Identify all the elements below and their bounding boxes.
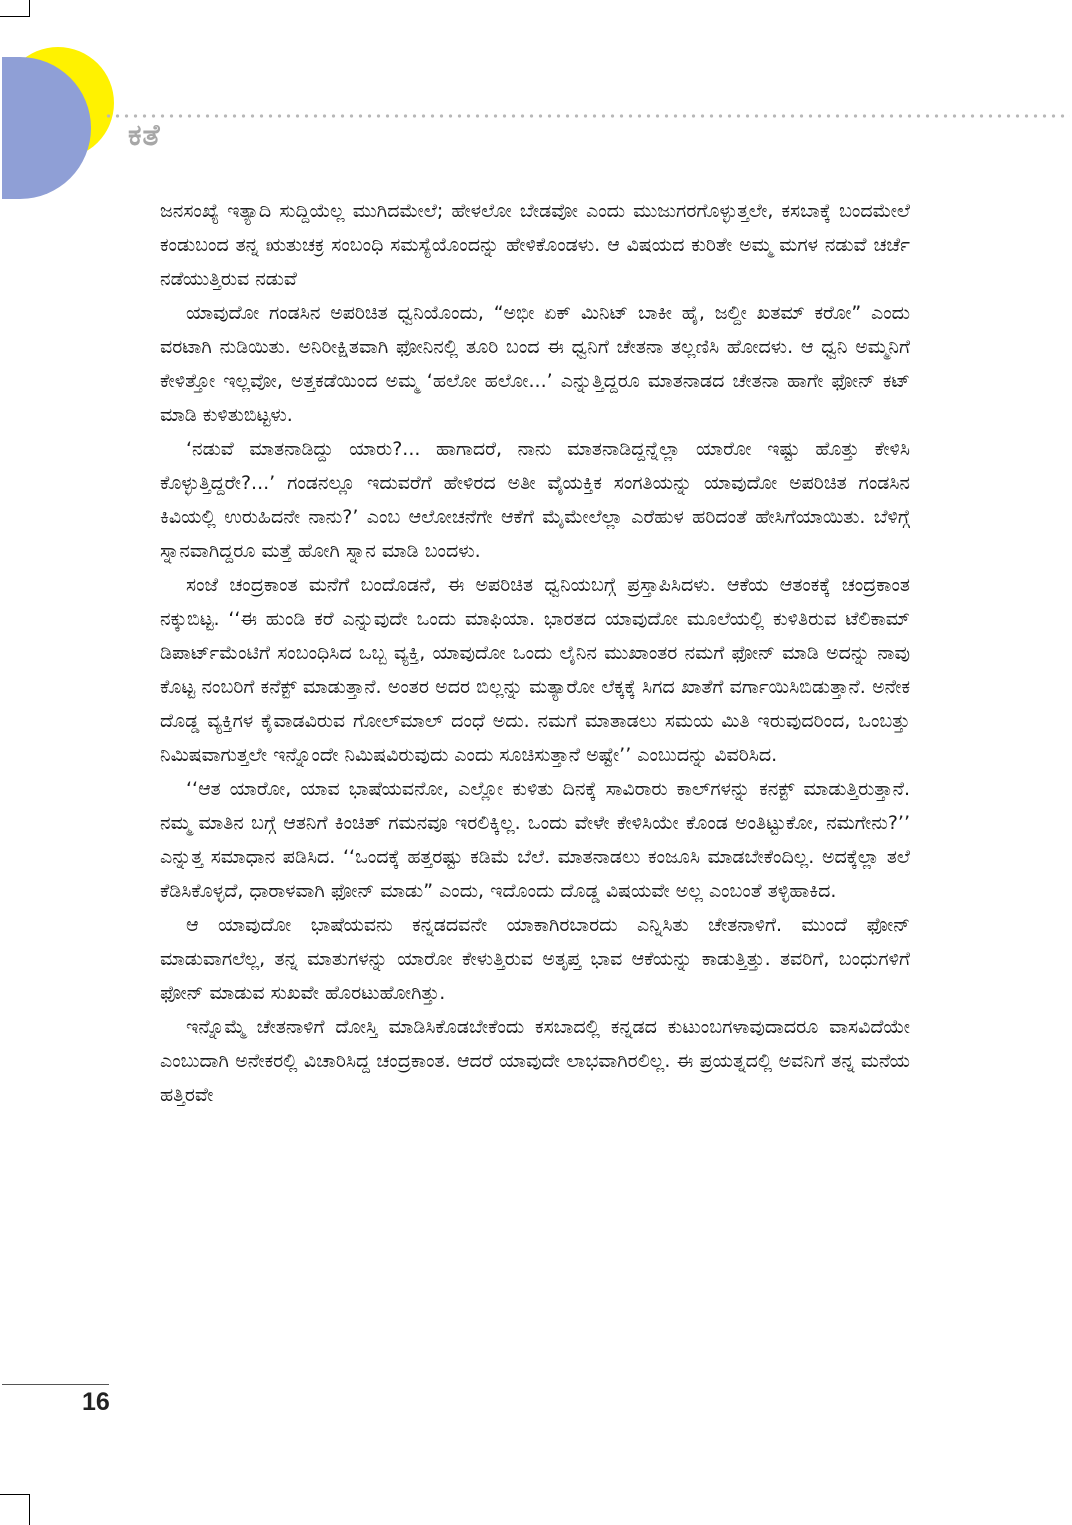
crop-mark-bottom-vertical xyxy=(29,1494,30,1525)
section-title: ಕತೆ xyxy=(128,118,161,153)
dotted-header-rule xyxy=(104,114,1070,118)
paragraph: ಆ ಯಾವುದೋ ಭಾಷೆಯವನು ಕನ್ನಡದವನೇ ಯಾಕಾಗಿರಬಾರದು ಎನ್ನಿಸಿತು ಚೇತನಾಳಿಗೆ. ಮುಂದೆ ಫೋನ್ ಮಾಡುವಾಗಲೆಲ್ಲ, ತನ್ನ ಮಾತುಗಳನ್ನು ಯಾರೋ ಕೇಳುತ್ತಿರುವ ಅತೃಪ್ತ ಭಾವ ಆಕೆಯನ್ನು ಕಾಡುತ್ತಿತ್ತು. ತವರಿಗೆ, ಬಂಧುಗಳಿಗೆ ಫೋನ್ ಮಾಡುವ ಸುಖವೇ ಹೊರಟುಹೋಗಿತ್ತು. xyxy=(160,914,910,1004)
page-number-rule xyxy=(2,1384,109,1385)
story-body xyxy=(160,194,910,1112)
page-number: 16 xyxy=(82,1388,110,1416)
paragraph: ಇನ್ನೊಮ್ಮೆ ಚೇತನಾಳಿಗೆ ದೋಸ್ತಿ ಮಾಡಿಸಿಕೊಡಬೇಕೆಂದು ಕಸಬಾದಲ್ಲಿ ಕನ್ನಡದ ಕುಟುಂಬಗಳಾವುದಾದರೂ ವಾಸವಿದೆಯೇ ಎಂಬುದಾಗಿ ಅನೇಕರಲ್ಲಿ ವಿಚಾರಿಸಿದ್ದ ಚಂದ್ರಕಾಂತ. ಆದರೆ ಯಾವುದೇ ಲಾಭವಾಗಿರಲಿಲ್ಲ. ಈ ಪ್ರಯತ್ನದಲ್ಲಿ ಅವನಿಗೆ ತನ್ನ ಮನೆಯ ಹತ್ತಿರವೇ xyxy=(160,1016,910,1106)
paragraph: ‘‘ಆತ ಯಾರೋ, ಯಾವ ಭಾಷೆಯವನೋ, ಎಲ್ಲೋ ಕುಳಿತು ದಿನಕ್ಕೆ ಸಾವಿರಾರು ಕಾಲ್‌ಗಳನ್ನು ಕನಕ್ಟ್ ಮಾಡುತ್ತಿರುತ್ತಾನೆ. ನಮ್ಮ ಮಾತಿನ ಬಗ್ಗೆ ಆತನಿಗೆ ಕಿಂಚಿತ್ ಗಮನವೂ ಇರಲಿಕ್ಕಿಲ್ಲ. ಒಂದು ವೇಳೇ ಕೇಳಿಸಿಯೇ ಕೊಂಡ ಅಂತಿಟ್ಟುಕೋ, ನಮಗೇನು?’’ ಎನ್ನುತ್ತ ಸಮಾಧಾನ ಪಡಿಸಿದ. ‘‘ಒಂದಕ್ಕೆ ಹತ್ತರಷ್ಟು ಕಡಿಮೆ ಬೆಲೆ. ಮಾತನಾಡಲು ಕಂಜೂಸಿ ಮಾಡಬೇಕೆಂದಿಲ್ಲ. ಅದಕ್ಕೆಲ್ಲಾ ತಲೆ ಕೆಡಿಸಿಕೊಳ್ಳದೆ, ಧಾರಾಳವಾಗಿ ಫೋನ್ ಮಾಡು” ಎಂದು, ಇದೊಂದು ದೊಡ್ಡ ವಿಷಯವೇ ಅಲ್ಲ ಎಂಬಂತೆ ತಳ್ಳಿಹಾಕಿದ. xyxy=(160,778,910,902)
paragraph: ಜನಸಂಖ್ಯೆ ಇತ್ಯಾದಿ ಸುದ್ದಿಯೆಲ್ಲ ಮುಗಿದಮೇಲೆ; ಹೇಳಲೋ ಬೇಡವೋ ಎಂದು ಮುಜುಗರಗೊಳ್ಳುತ್ತಲೇ, ಕಸಬಾಕ್ಕೆ ಬಂದಮೇಲೆ ಕಂಡುಬಂದ ತನ್ನ ಋತುಚಕ್ರ ಸಂಬಂಧಿ ಸಮಸ್ಯೆಯೊಂದನ್ನು ಹೇಳಿಕೊಂಡಳು. ಆ ವಿಷಯದ ಕುರಿತೇ ಅಮ್ಮ ಮಗಳ ನಡುವೆ ಚರ್ಚೆ ನಡೆಯುತ್ತಿರುವ ನಡುವೆ xyxy=(160,200,910,290)
crop-mark-bottom-horizontal xyxy=(0,1494,30,1495)
crop-mark-top-horizontal xyxy=(0,16,30,17)
paragraph: ‘ನಡುವೆ ಮಾತನಾಡಿದ್ದು ಯಾರು?... ಹಾಗಾದರೆ, ನಾನು ಮಾತನಾಡಿದ್ದನ್ನೆಲ್ಲಾ ಯಾರೋ ಇಷ್ಟು ಹೊತ್ತು ಕೇಳಿಸಿ ಕೊಳ್ಳುತ್ತಿದ್ದರೇ?...’ ಗಂಡನಲ್ಲೂ ಇದುವರೆಗೆ ಹೇಳಿರದ ಅತೀ ವೈಯಕ್ತಿಕ ಸಂಗತಿಯನ್ನು ಯಾವುದೋ ಅಪರಿಚಿತ ಗಂಡಸಿನ ಕಿವಿಯಲ್ಲಿ ಉರುಹಿದನೇ ನಾನು?’ ಎಂಬ ಆಲೋಚನೆಗೇ ಆಕೆಗೆ ಮೈಮೇಲೆಲ್ಲಾ ಎರೆಹುಳ ಹರಿದಂತೆ ಹೇಸಿಗೆಯಾಯಿತು. ಬೆಳಿಗ್ಗೆ ಸ್ನಾನವಾಗಿದ್ದರೂ ಮತ್ತೆ ಹೋಗಿ ಸ್ನಾನ ಮಾಡಿ ಬಂದಳು. xyxy=(160,438,910,562)
paragraph: ಯಾವುದೋ ಗಂಡಸಿನ ಅಪರಿಚಿತ ಧ್ವನಿಯೊಂದು, “ಅಭೀ ಏಕ್ ಮಿನಿಟ್ ಬಾಕೀ ಹೈ, ಜಲ್ದೀ ಖತಮ್ ಕರೋ” ಎಂದು ವರಟಾಗಿ ನುಡಿಯಿತು. ಅನಿರೀಕ್ಷಿತವಾಗಿ ಫೋನಿನಲ್ಲಿ ತೂರಿ ಬಂದ ಈ ಧ್ವನಿಗೆ ಚೇತನಾ ತಲ್ಲಣಿಸಿ ಹೋದಳು. ಆ ಧ್ವನಿ ಅಮ್ಮನಿಗೆ ಕೇಳಿತ್ತೋ ಇಲ್ಲವೋ, ಅತ್ತಕಡೆಯಿಂದ ಅಮ್ಮ ‘ಹಲೋ ಹಲೋ...’ ಎನ್ನುತ್ತಿದ್ದರೂ ಮಾತನಾಡದ ಚೇತನಾ ಹಾಗೇ ಫೋನ್ ಕಟ್ ಮಾಡಿ ಕುಳಿತುಬಿಟ್ಟಳು. xyxy=(160,302,910,426)
paragraph: ಸಂಜೆ ಚಂದ್ರಕಾಂತ ಮನೆಗೆ ಬಂದೊಡನೆ, ಈ ಅಪರಿಚಿತ ಧ್ವನಿಯಬಗ್ಗೆ ಪ್ರಸ್ತಾಪಿಸಿದಳು. ಆಕೆಯ ಆತಂಕಕ್ಕೆ ಚಂದ್ರಕಾಂತ ನಕ್ಕುಬಿಟ್ಟ. ‘‘ಈ ಹುಂಡಿ ಕರೆ ಎನ್ನುವುದೇ ಒಂದು ಮಾಫಿಯಾ. ಭಾರತದ ಯಾವುದೋ ಮೂಲೆಯಲ್ಲಿ ಕುಳಿತಿರುವ ಟೆಲಿಕಾಮ್ ಡಿಪಾರ್ಟ್‌ಮೆಂಟಿಗೆ ಸಂಬಂಧಿಸಿದ ಒಬ್ಬ ವ್ಯಕ್ತಿ, ಯಾವುದೋ ಒಂದು ಲೈನಿನ ಮುಖಾಂತರ ನಮಗೆ ಫೋನ್ ಮಾಡಿ ಅದನ್ನು ನಾವು ಕೊಟ್ಟ ನಂಬರಿಗೆ ಕನೆಕ್ಟ್ ಮಾಡುತ್ತಾನೆ. ಅಂತರ ಅದರ ಬಿಲ್ಲನ್ನು ಮತ್ಯಾರೋ ಲೆಕ್ಕಕ್ಕೆ ಸಿಗದ ಖಾತೆಗೆ ವರ್ಗಾಯಿಸಿಬಿಡುತ್ತಾನೆ. ಅನೇಕ ದೊಡ್ಡ ವ್ಯಕ್ತಿಗಳ ಕೈವಾಡವಿರುವ ಗೋಲ್‌ಮಾಲ್ ದಂಧೆ ಅದು. ನಮಗೆ ಮಾತಾಡಲು ಸಮಯ ಮಿತಿ ಇರುವುದರಿಂದ, ಒಂಬತ್ತು ನಿಮಿಷವಾಗುತ್ತಲೇ ಇನ್ನೊಂದೇ ನಿಮಿಷವಿರುವುದು ಎಂದು ಸೂಚಿಸುತ್ತಾನೆ ಅಷ್ಟೇ’’ ಎಂಬುದನ್ನು ವಿವರಿಸಿದ. xyxy=(160,574,910,766)
crop-mark-top-vertical xyxy=(29,0,30,16)
